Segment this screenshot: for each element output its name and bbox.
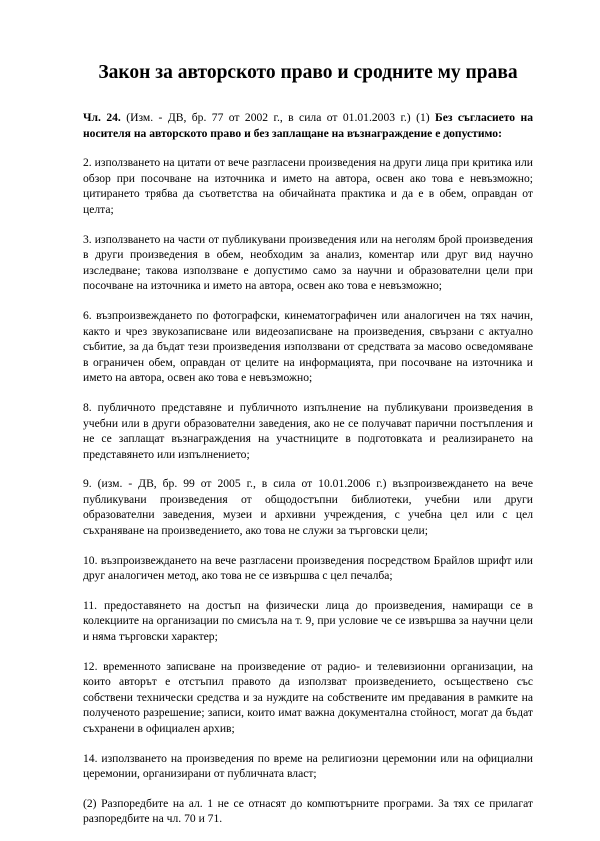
paragraph-item-2: 2. използването на цитати от вече разгласени произведения на други лица при критика или обзор при посочване на източника и името на автора, освен ако това е невъзможно; цитирането трябва да съответства на обичайната практика и да е в обем, оправдан от целта; [83, 156, 533, 216]
document-title: Закон за авторското право и сродните му права [98, 62, 518, 83]
paragraph-item-12: 12. временното записване на произведение от радио- и телевизионни организации, на които авторът е отстъпил правото да използват произведението, осъществено със собствени технически средства и за нуждите на собствените им предавания в рамките на полученото разрешение; записи, които имат важна документална стойност, могат да бъдат съхранени в официален архив; [83, 659, 533, 735]
paragraph-item-14: 14. използването на произведения по време на религиозни церемонии или на официални церемонии, организирани от публичната власт; [83, 751, 533, 781]
paragraph-section-2: (2) Разпоредбите на ал. 1 не се отнасят до компютърните програми. За тях се прилагат разпоредбите на чл. 70 и 71. [83, 796, 533, 826]
article-number: Чл. 24. [83, 111, 121, 124]
paragraph-item-6: 6. възпроизвеждането по фотографски, кинематографичен или аналогичен на тях начин, както и чрез звукозаписване или видеозаписване на произведения, свързани с актуално събитие, за да бъдат тези произведения използвани от средствата за масово осведомяване в ограничен обем, оправдан от целите на информацията, при посочване на източника и името на автора, освен ако това е невъзможно; [83, 308, 533, 385]
paragraph-item-11: 11. предоставянето на достъп на физически лица до произведения, намиращи се в колекциите на организации по смисъла на т. 9, при условие че се извършва за научни цели и няма търговски характер; [83, 598, 533, 644]
paragraph-item-3: 3. използването на части от публикувани произведения или на неголям брой произведения в други произведения в обем, необходим за анализ, коментар или друг вид научно изследване; такова използване е допустимо само за научни и образователни цели при посочване на източника и името на автора, освен ако това е невъзможно; [83, 232, 533, 293]
document-page [83, 60, 533, 841]
amendment-note: (Изм. - ДВ, бр. 77 от 2002 г., в сила от 01.01.2003 г.) (1) [120, 111, 436, 124]
paragraph-item-10: 10. възпроизвеждането на вече разгласени произведения посредством Брайлов шрифт или друг аналогичен метод, ако това не се извършва с цел печалба; [83, 553, 533, 583]
article-lead: Без съгласието на носителя на авторското право и без заплащане на възнаграждение е допустимо: [83, 111, 533, 140]
paragraph-item-8: 8. публичното представяне и публичното изпълнение на публикувани произведения в учебни или в други образователни заведения, ако не се получават парични постъпления и не се заплащат възнаграждения на участниците в подготовката и реализирането на представянето или изпълнението; [83, 400, 533, 461]
article-intro [83, 110, 533, 141]
paragraph-item-9: 9. (изм. - ДВ, бр. 99 от 2005 г., в сила от 10.01.2006 г.) възпроизвеждането на вече публикувани произведения от общодостъпни библиотеки, учебни или други образователни заведения, музеи и архивни учреждения, с учебна цел или с цел съхраняване на произведението, ако това не служи за търговски цели; [83, 477, 533, 538]
